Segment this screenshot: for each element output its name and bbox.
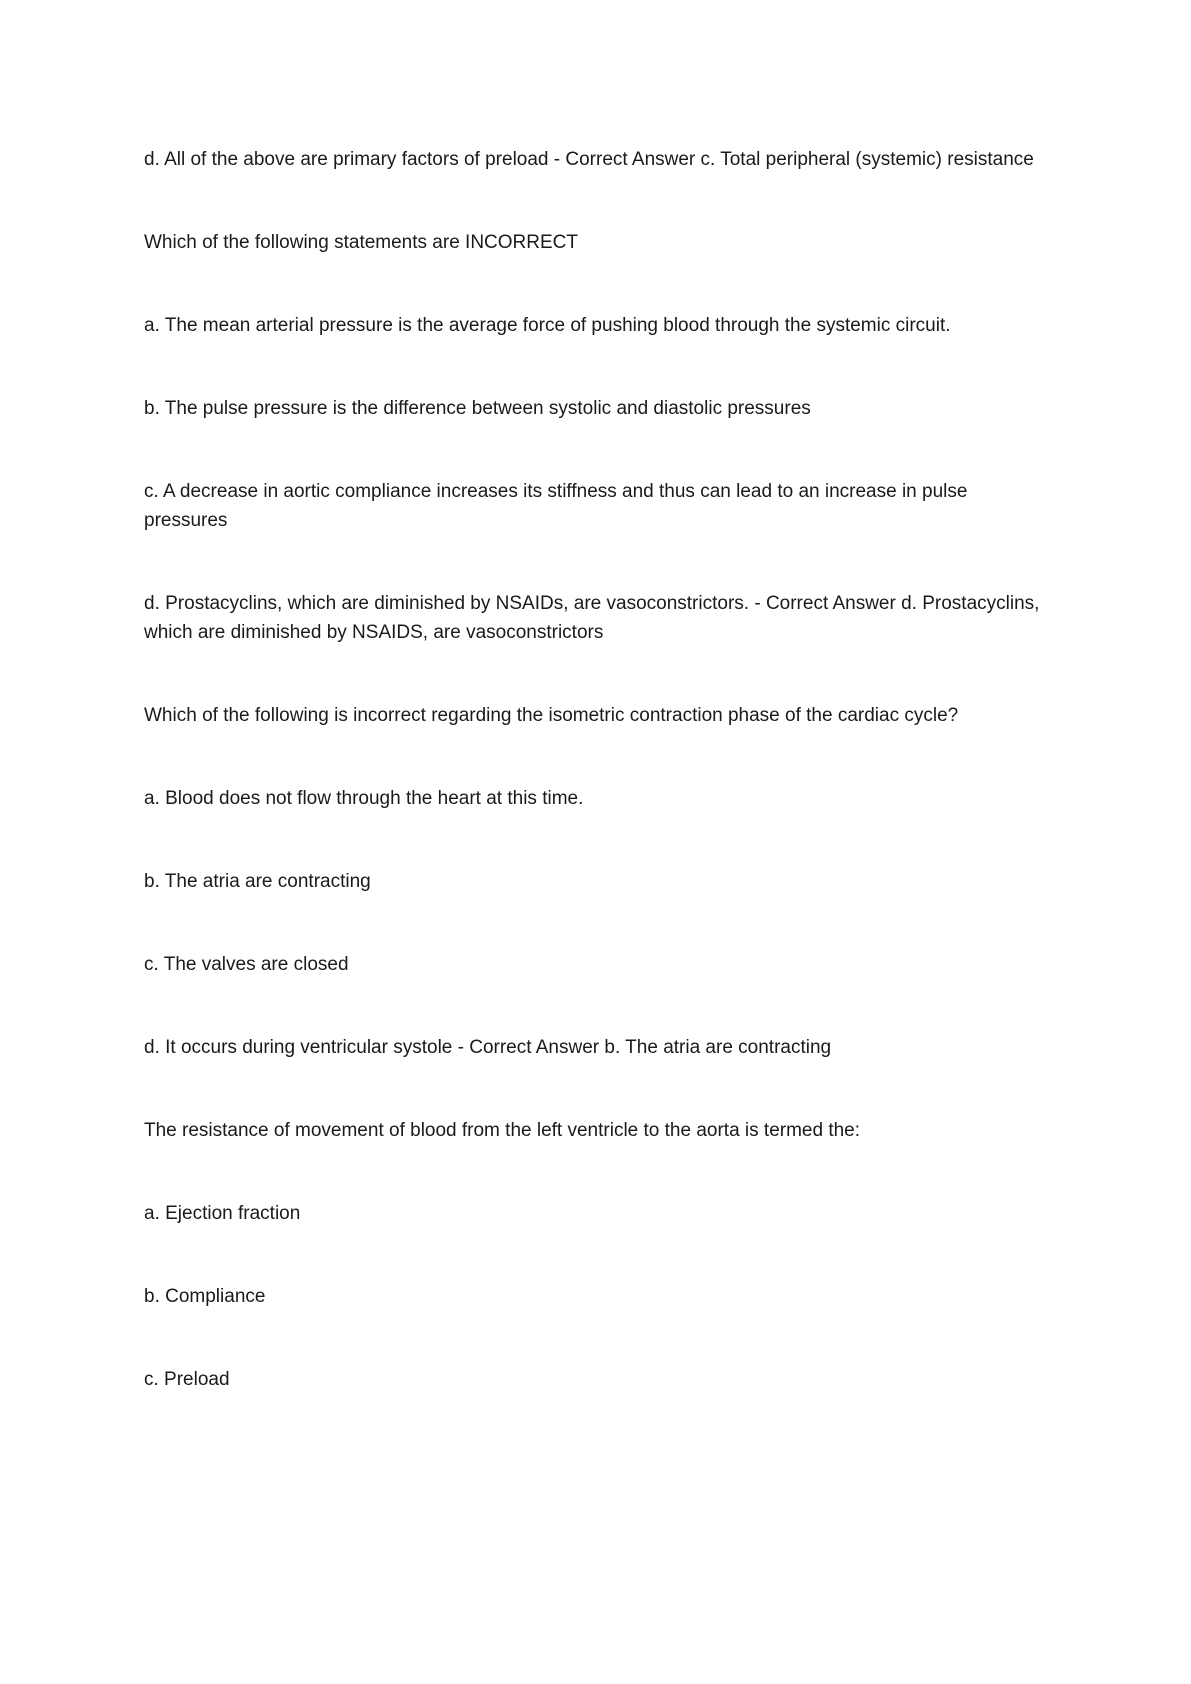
answer-option: d. Prostacyclins, which are diminished by NSAIDs, are vasoconstrictors. - Correct Answer d. Prostacyclins, which are diminished by NSAIDS, are vasoconstrictors	[144, 593, 1040, 643]
paragraph: d. All of the above are primary factors of preload - Correct Answer c. Total peripheral (systemic) resistance	[144, 149, 1034, 170]
answer-option: c. A decrease in aortic compliance increases its stiffness and thus can lead to an increase in pulse pressures	[144, 481, 968, 531]
answer-option: b. The pulse pressure is the difference between systolic and diastolic pressures	[144, 398, 811, 419]
question-heading: Which of the following statements are INCORRECT	[144, 232, 578, 253]
question-heading: Which of the following is incorrect regarding the isometric contraction phase of the cardiac cycle?	[144, 705, 959, 726]
document-content	[144, 145, 1044, 1394]
answer-option: c. The valves are closed	[144, 954, 349, 975]
answer-option: a. Blood does not flow through the heart at this time.	[144, 788, 584, 809]
answer-option: b. Compliance	[144, 1286, 266, 1307]
answer-option: c. Preload	[144, 1369, 230, 1390]
answer-option: d. It occurs during ventricular systole - Correct Answer b. The atria are contracting	[144, 1037, 832, 1058]
answer-option: a. Ejection fraction	[144, 1203, 301, 1224]
answer-option: b. The atria are contracting	[144, 871, 371, 892]
answer-option: a. The mean arterial pressure is the average force of pushing blood through the systemic circuit.	[144, 315, 951, 336]
question-heading: The resistance of movement of blood from the left ventricle to the aorta is termed the:	[144, 1120, 861, 1141]
